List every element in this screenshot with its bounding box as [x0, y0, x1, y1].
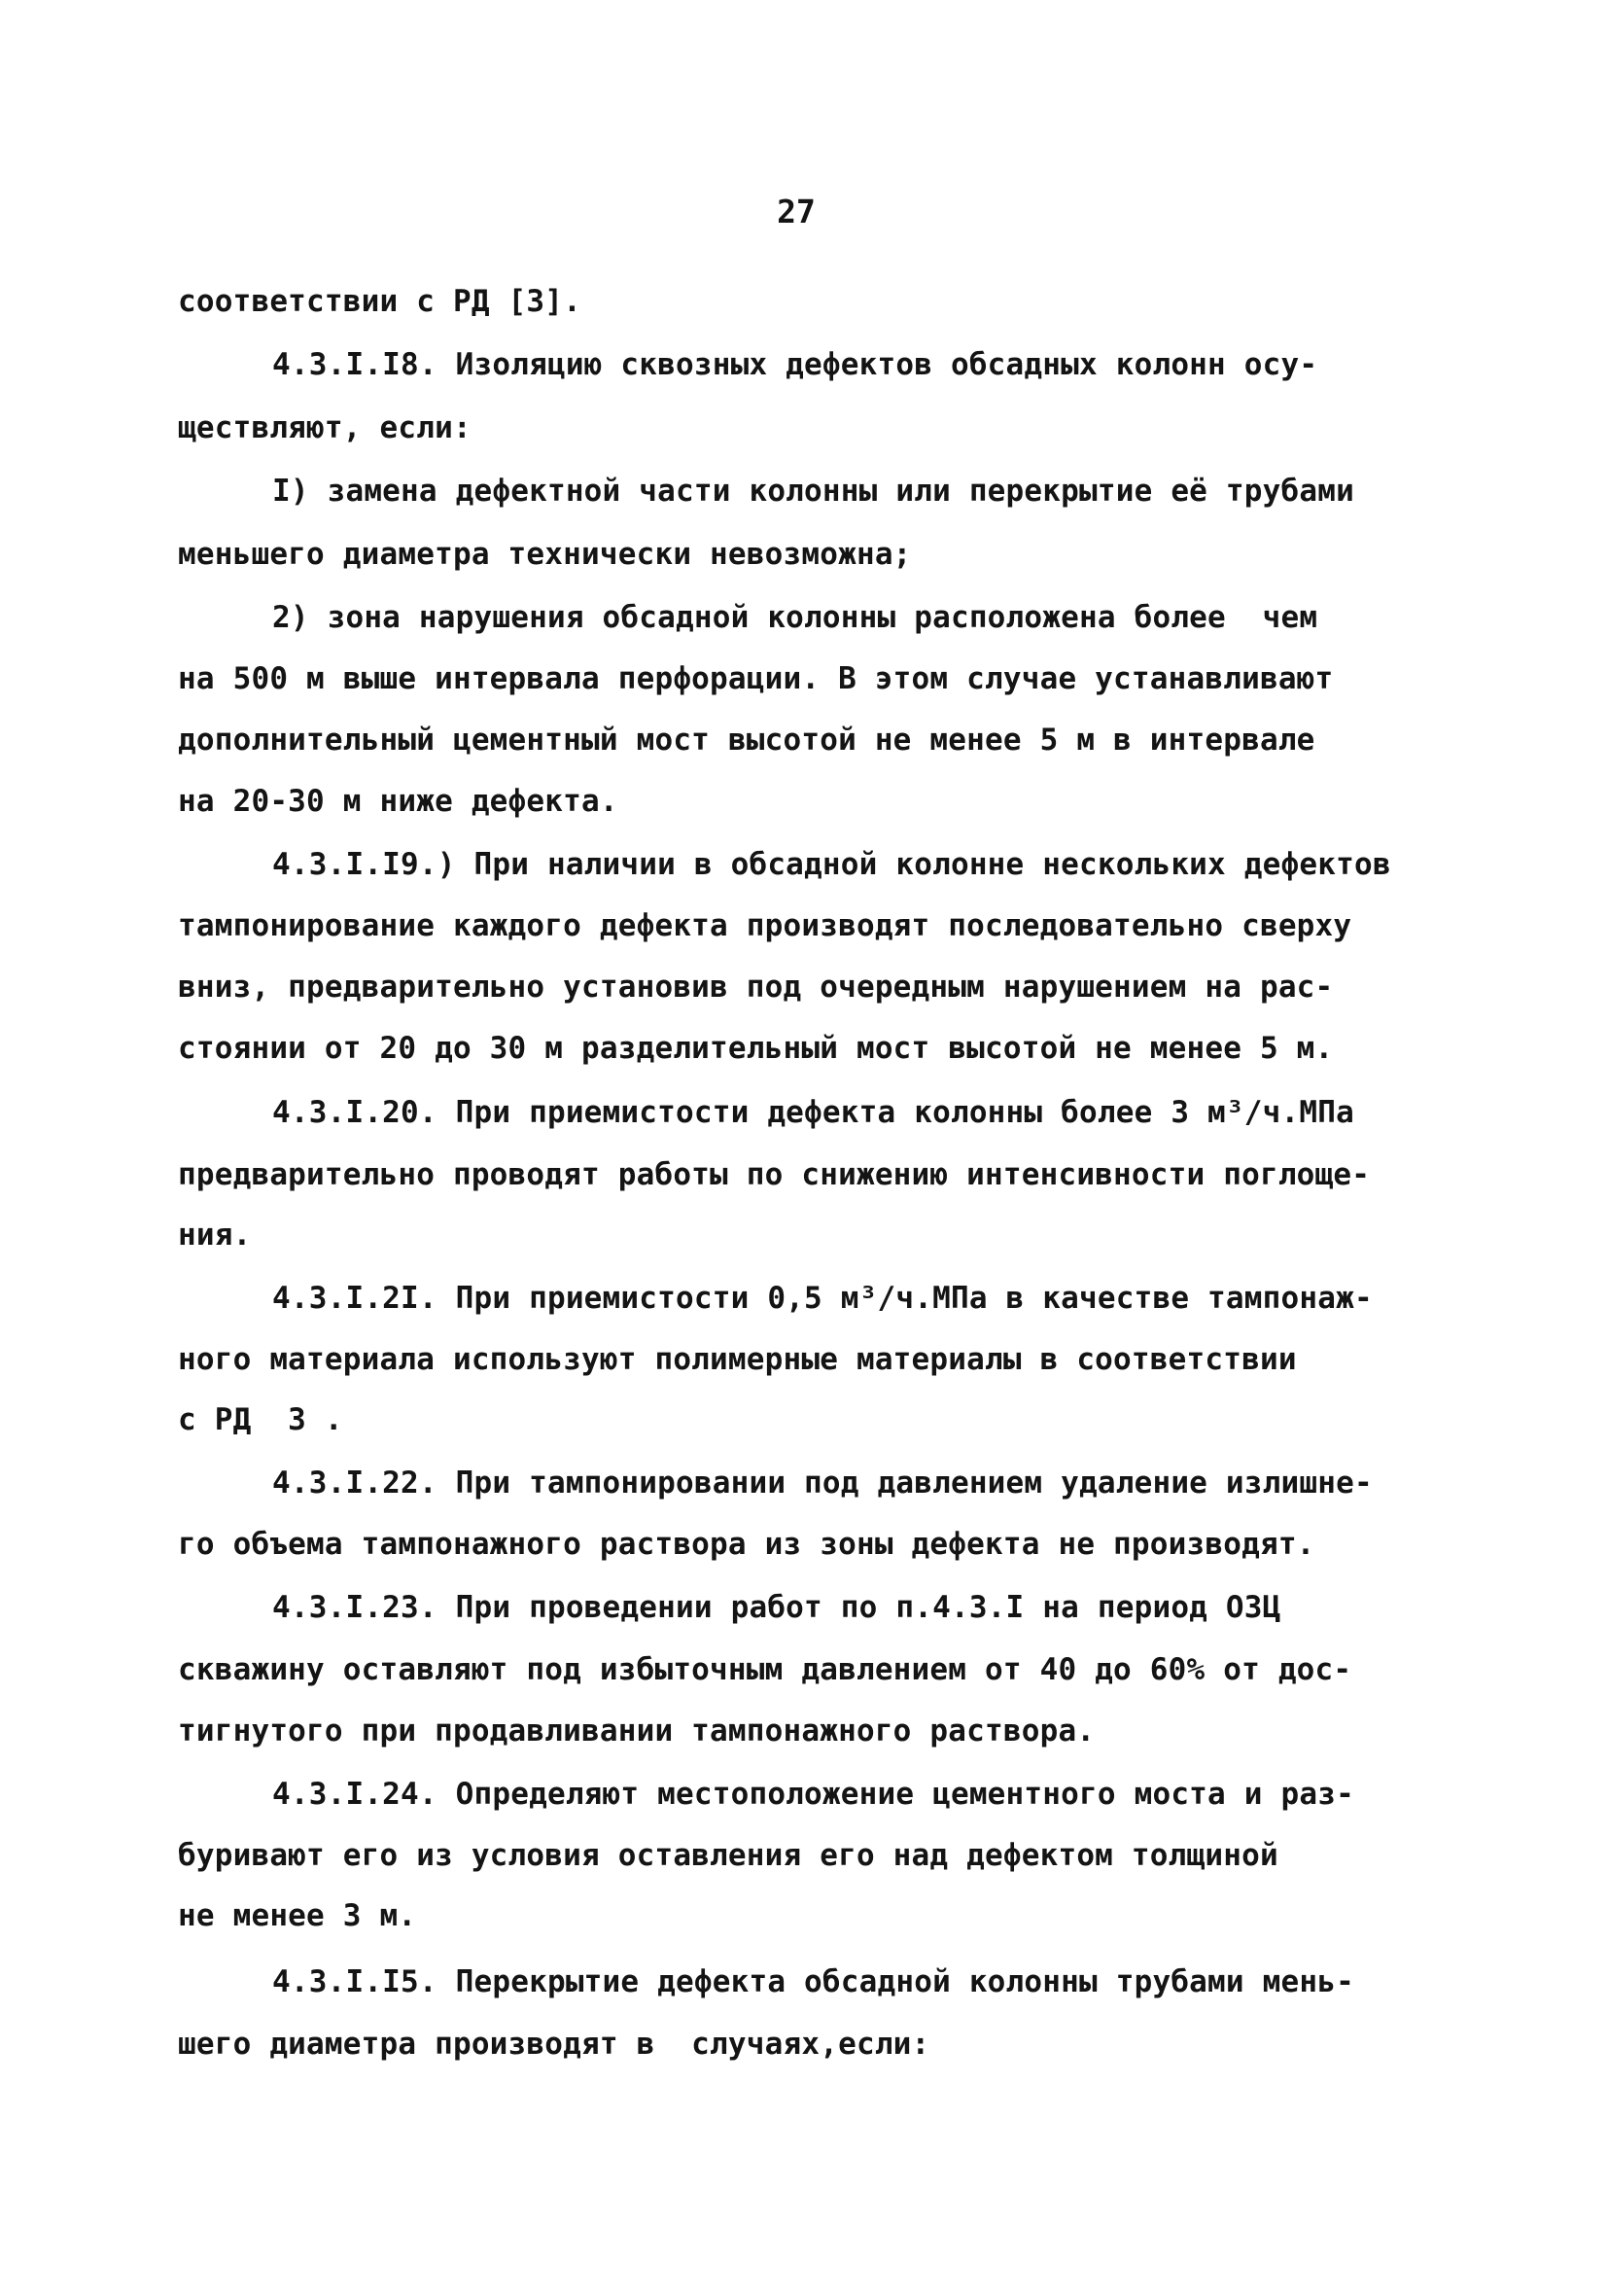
text-line: ного материала используют полимерные материалы в соответствии — [178, 1342, 1297, 1377]
text-line: не менее 3 м. — [178, 1898, 417, 1933]
text-line: стоянии от 20 до 30 м разделительный мост высотой не менее 5 м. — [178, 1031, 1334, 1066]
text-line: меньшего диаметра технически невозможна; — [178, 537, 912, 572]
text-line: 4.3.I.24. Определяют местоположение цементного моста и раз- — [272, 1777, 1354, 1812]
text-line: дополнительный цементный мост высотой не менее 5 м в интервале — [178, 723, 1315, 758]
text-line: предварительно проводят работы по снижению интенсивности поглоще- — [178, 1157, 1371, 1192]
text-line: 4.3.I.23. При проведении работ по п.4.3.I на период ОЗЦ — [272, 1590, 1281, 1625]
text-line: скважину оставляют под избыточным давлением от 40 до 60% от дос- — [178, 1652, 1352, 1687]
text-line: 4.3.I.I5. Перекрытие дефекта обсадной колонны трубами мень- — [272, 1964, 1354, 1999]
text-line: шего диаметра производят в случаях,если: — [178, 2027, 930, 2062]
text-line: тигнутого при продавливании тампонажного раствора. — [178, 1713, 1096, 1748]
text-line: 4.3.I.22. При тампонировании под давлением удаление излишне- — [272, 1466, 1373, 1501]
text-line: 4.3.I.20. При приемистости дефекта колонны более 3 м³/ч.МПа — [272, 1095, 1354, 1130]
text-line: соответствии с РД [3]. — [178, 284, 581, 319]
text-line: 4.3.I.I9.) При наличии в обсадной колонне нескольких дефектов — [272, 847, 1391, 882]
text-line: го объема тампонажного раствора из зоны дефекта не производят. — [178, 1527, 1315, 1562]
text-line: буривают его из условия оставления его над дефектом толщиной — [178, 1838, 1278, 1873]
text-line: с РД 3 . — [178, 1402, 343, 1437]
text-line: 4.3.I.I8. Изоляцию сквозных дефектов обсадных колонн осу- — [272, 347, 1318, 382]
text-line: 4.3.I.2I. При приемистости 0,5 м³/ч.МПа в качестве тампонаж- — [272, 1281, 1373, 1316]
text-line: вниз, предварительно установив под очередным нарушением на рас- — [178, 970, 1334, 1005]
text-line: ния. — [178, 1218, 252, 1253]
text-line: 2) зона нарушения обсадной колонны расположена более чем — [272, 600, 1318, 635]
text-line: I) замена дефектной части колонны или перекрытие её трубами — [272, 474, 1354, 509]
text-line: на 20-30 м ниже дефекта. — [178, 784, 618, 819]
text-line: на 500 м выше интервала перфорации. В этом случае устанавливают — [178, 661, 1334, 696]
page-number: 27 — [777, 193, 816, 230]
text-line: ществляют, если: — [178, 410, 472, 445]
text-line: тампонирование каждого дефекта производят последовательно сверху — [178, 908, 1352, 943]
